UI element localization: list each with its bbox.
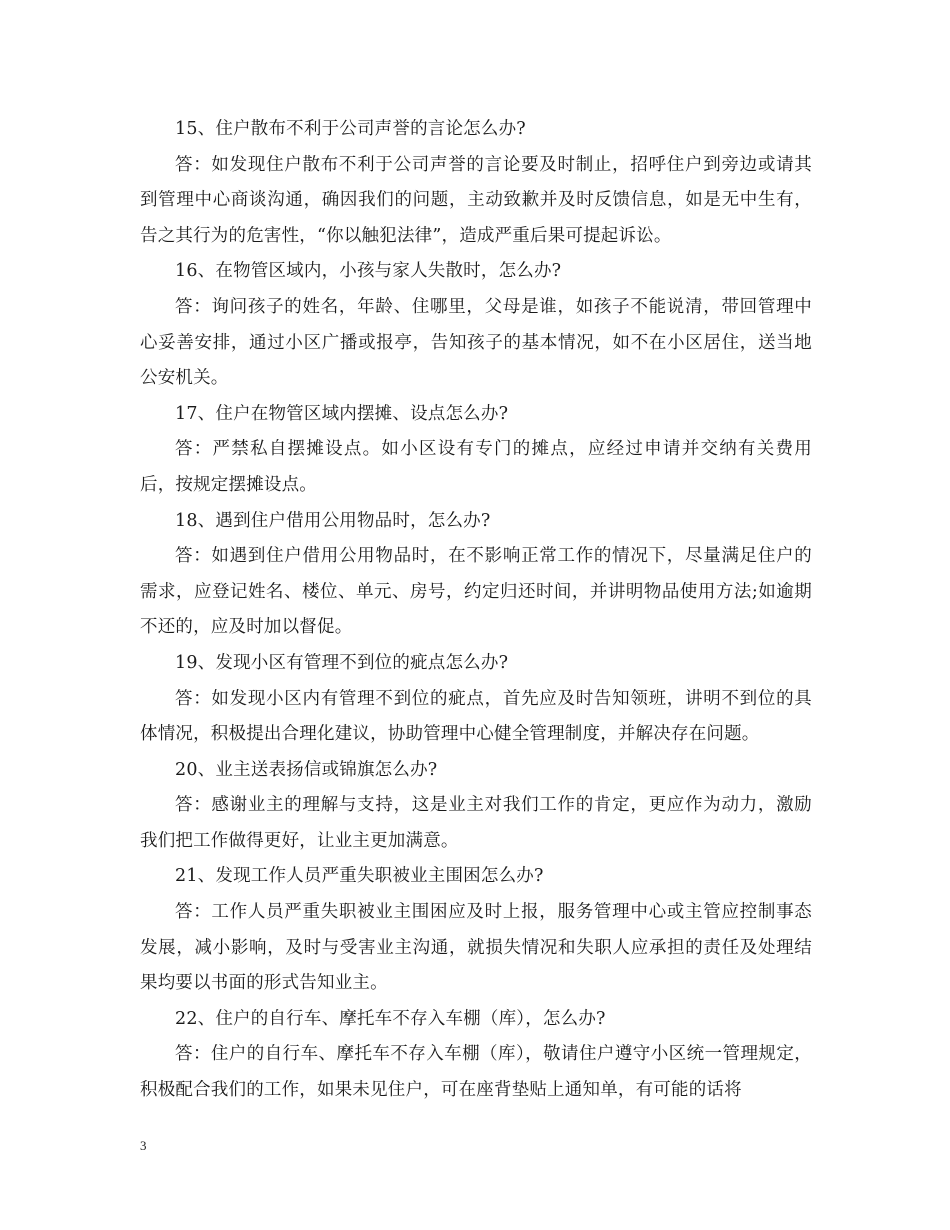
question-22-heading: 22、住户的自行车、摩托车不存入车棚（库），怎么办?	[175, 1008, 606, 1029]
question-19-heading: 19、发现小区有管理不到位的疵点怎么办?	[175, 652, 509, 673]
answer-16-paragraph: 答：询问孩子的姓名，年龄、住哪里，父母是谁，如孩子不能说清，带回管理中心妥善安排，通过小区广播或报亭，告知孩子的基本情况，如不在小区居住，送当地公安机关。	[140, 296, 812, 389]
question-18-heading: 18、遇到住户借用公用物品时，怎么办?	[175, 510, 491, 531]
answer-15-paragraph: 答：如发现住户散布不利于公司声誉的言论要及时制止，招呼住户到旁边或请其到管理中心商谈沟通，确因我们的问题，主动致歉并及时反馈信息，如是无中生有，告之其行为的危害性，“你以触犯法律”，造成严重后果可提起诉讼。	[140, 154, 812, 246]
answer-19-paragraph: 答：如发现小区内有管理不到位的疵点，首先应及时告知领班，讲明不到位的具体情况，积极提出合理化建议，协助管理中心健全管理制度，并解决存在问题。	[140, 688, 812, 745]
answer-21-paragraph: 答：工作人员严重失职被业主围困应及时上报，服务管理中心或主管应控制事态发展，减小影响，及时与受害业主沟通，就损失情况和失职人应承担的责任及处理结果均要以书面的形式告知业主。	[140, 902, 812, 994]
question-16-heading: 16、在物管区域内，小孩与家人失散时，怎么办?	[175, 261, 562, 282]
question-15-heading: 15、住户散布不利于公司声誉的言论怎么办?	[175, 119, 526, 139]
answer-18-paragraph: 答：如遇到住户借用公用物品时，在不影响正常工作的情况下，尽量满足住户的需求，应登记姓名、楼位、单元、房号，约定归还时间，并讲明物品使用方法;如逾期不还的，应及时加以督促。	[140, 546, 812, 638]
question-17-heading: 17、住户在物管区域内摆摊、设点怎么办?	[175, 403, 509, 424]
answer-17-paragraph: 答：严禁私自摆摊设点。如小区设有专门的摊点，应经过申请并交纳有关费用后，按规定摆摊设点。	[140, 439, 812, 495]
answer-20-paragraph: 答：感谢业主的理解与支持，这是业主对我们工作的肯定，更应作为动力，激励我们把工作做得更好，让业主更加满意。	[140, 795, 812, 851]
answer-22-paragraph: 答：住户的自行车、摩托车不存入车棚（库），敬请住户遵守小区统一管理规定，积极配合我们的工作，如果未见住户，可在座背垫贴上通知单，有可能的话将	[140, 1044, 812, 1101]
question-20-heading: 20、业主送表扬信或锦旗怎么办?	[175, 759, 438, 780]
question-21-heading: 21、发现工作人员严重失职被业主围困怎么办?	[175, 866, 544, 887]
page-body	[140, 112, 812, 1109]
page-number: 3	[140, 1138, 147, 1153]
